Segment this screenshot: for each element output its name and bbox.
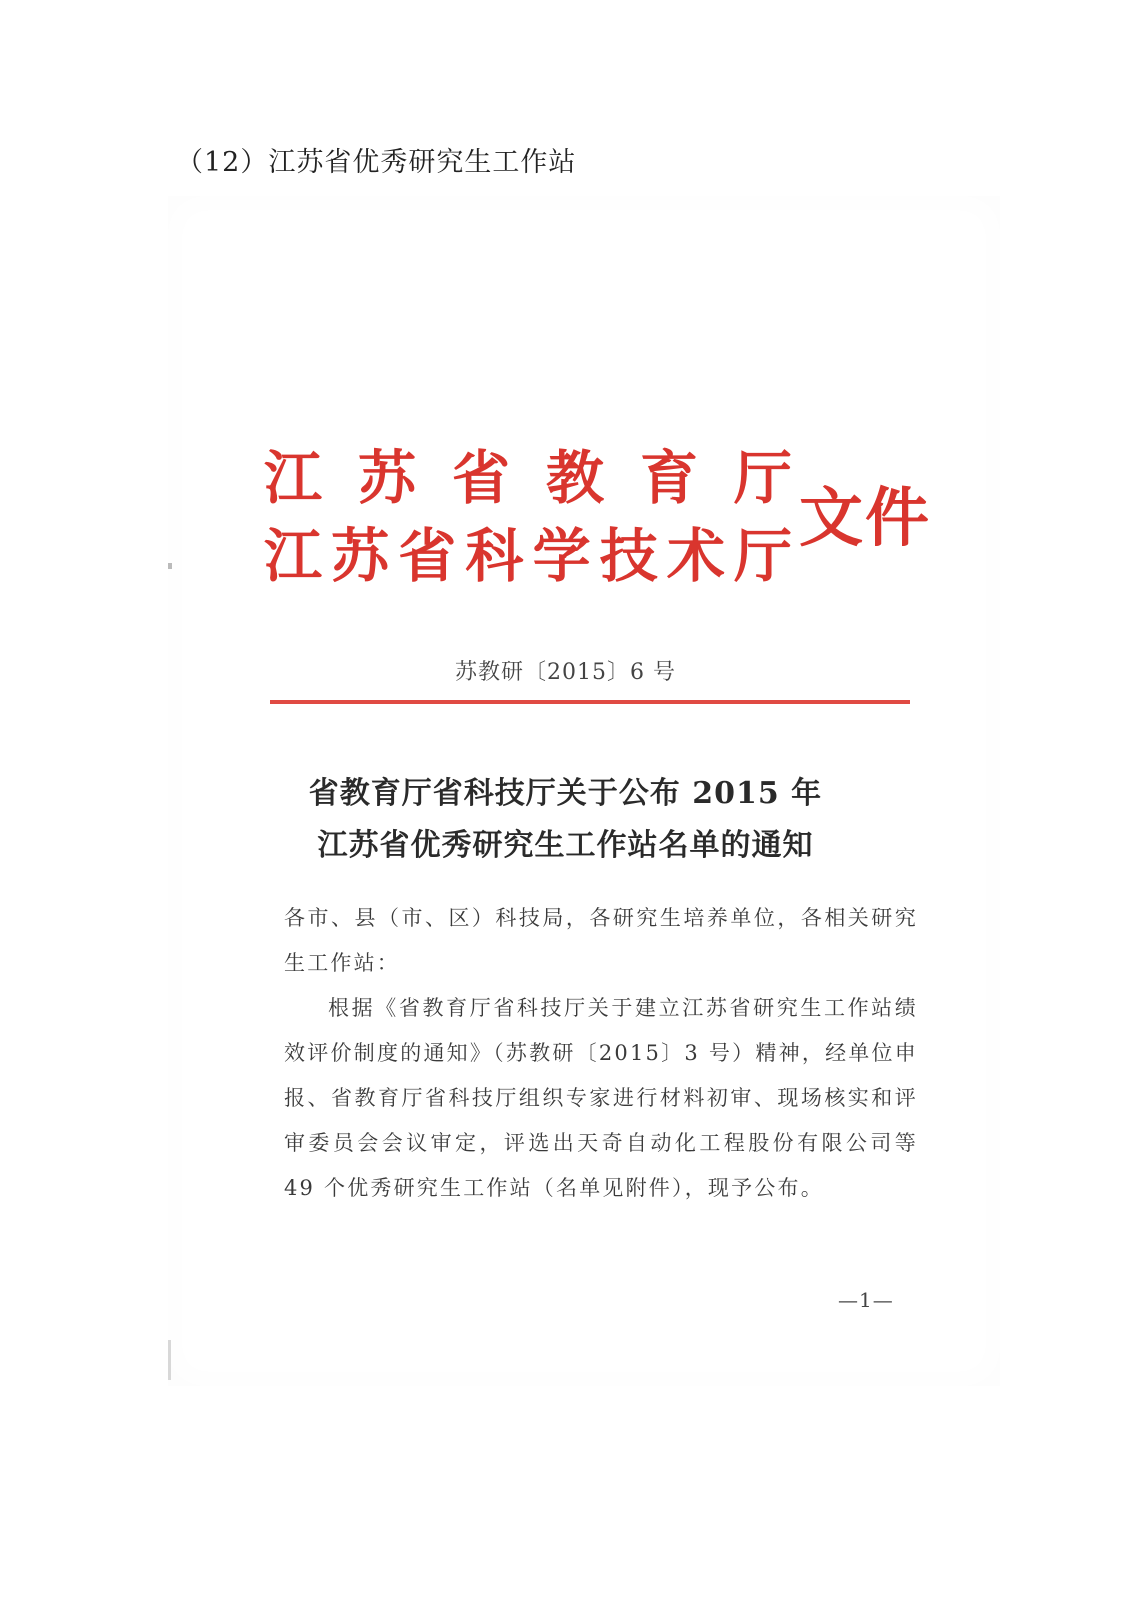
issuer-line-education-department <box>264 446 792 510</box>
issuer-char: 江 <box>264 444 323 512</box>
document-body <box>284 896 918 1211</box>
issuer-char: 科 <box>465 522 524 590</box>
body-paragraph: 根据《省教育厅省科技厅关于建立江苏省研究生工作站绩效评价制度的通知》（苏教研〔2015〕3 号）精神，经单位申报、省教育厅省科技厅组织专家进行材料初审、现场核实和评审委员会会议审定，评选出天奇自动化工程股份有限公司等 49 个优秀研究生工作站（名单见附件），现予公布。 <box>284 996 918 1200</box>
title-line-1: 省教育厅省科技厅关于公布 2015 年 <box>308 776 823 811</box>
issuer-char: 学 <box>532 522 591 590</box>
page-number: —1— <box>838 1288 894 1312</box>
issuer-char: 技 <box>599 522 658 590</box>
scan-edge-mark <box>168 1340 171 1380</box>
red-divider-line <box>270 700 910 704</box>
issuer-char: 育 <box>639 444 698 512</box>
issuer-char: 厅 <box>733 522 792 590</box>
issuer-line-science-department <box>264 524 792 588</box>
document-number: 苏教研〔2015〕6 号 <box>455 660 676 685</box>
issuer-char: 教 <box>545 444 604 512</box>
title-line-2: 江苏省优秀研究生工作站名单的通知 <box>317 828 814 863</box>
section-caption: （12）江苏省优秀研究生工作站 <box>176 147 577 178</box>
issuer-suffix-document: 文件 <box>799 482 931 556</box>
scan-speck <box>168 563 172 569</box>
document-issuer-header <box>264 444 931 594</box>
issuer-char: 厅 <box>733 444 792 512</box>
issuer-char: 江 <box>264 522 323 590</box>
issuer-char: 苏 <box>357 444 416 512</box>
issuer-char: 苏 <box>331 522 390 590</box>
issuer-char: 省 <box>398 522 457 590</box>
salutation: 各市、县（市、区）科技局，各研究生培养单位，各相关研究生工作站： <box>284 906 918 975</box>
document-title <box>0 768 1131 872</box>
issuer-char: 省 <box>451 444 510 512</box>
issuer-char: 术 <box>666 522 725 590</box>
